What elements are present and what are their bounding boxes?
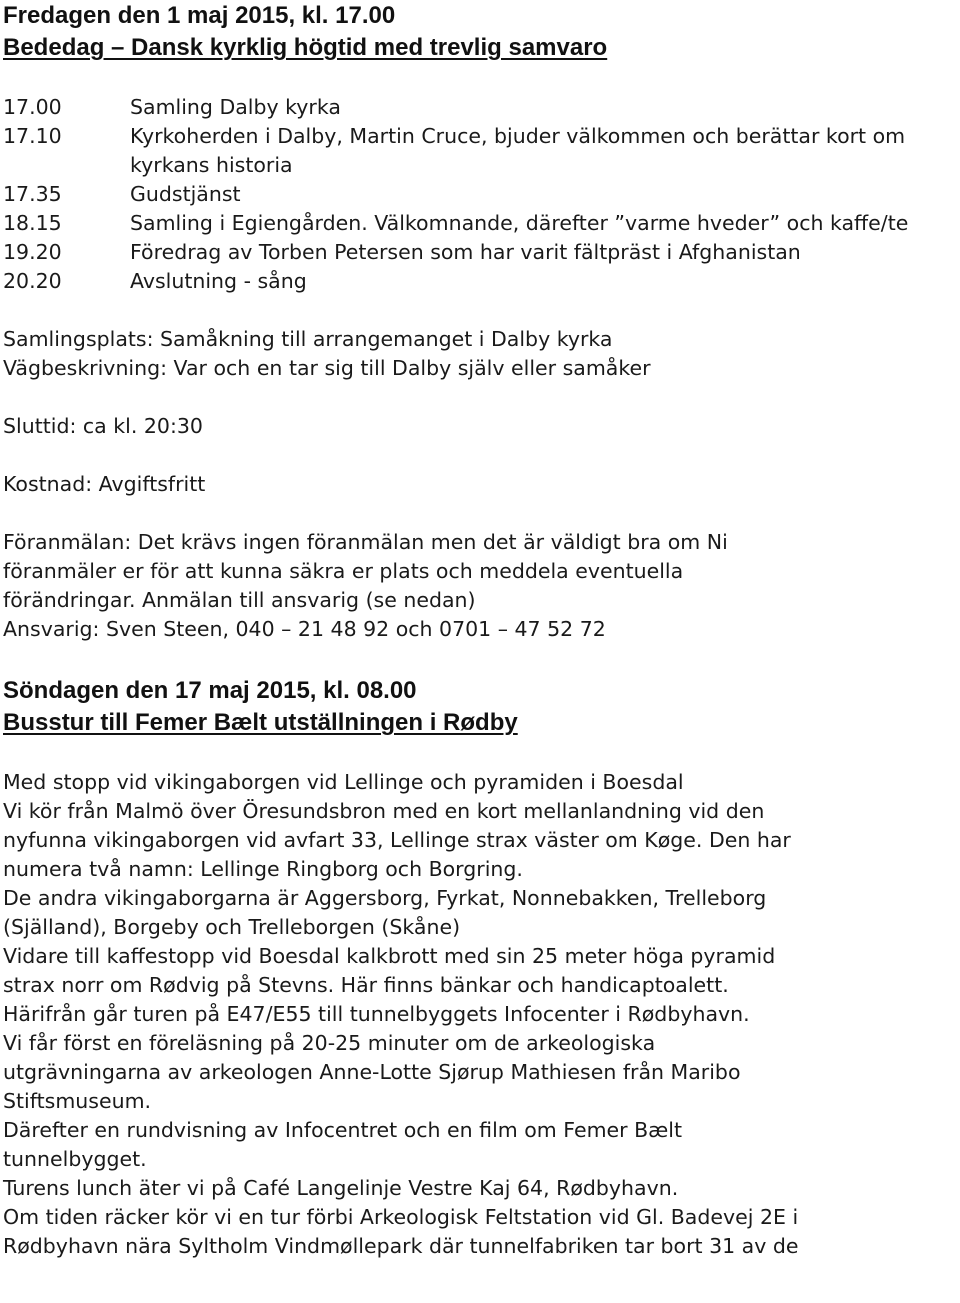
body-line: nyfunna vikingaborgen vid avfart 33, Lellinge strax väster om Køge. Den har	[3, 828, 791, 852]
schedule-row	[3, 238, 958, 267]
kostnad-text: Kostnad: Avgiftsfritt	[3, 472, 206, 496]
schedule-time: 19.20	[3, 240, 62, 264]
foranmalan-line: förändringar. Anmälan till ansvarig (se nedan)	[3, 588, 476, 612]
schedule-time: 17.10	[3, 124, 62, 148]
document-page	[3, 0, 958, 1261]
body-line: tunnelbygget.	[3, 1147, 147, 1171]
event2-body	[3, 768, 958, 1261]
body-line: Stiftsmuseum.	[3, 1089, 152, 1113]
schedule-row	[3, 267, 958, 296]
schedule-desc: Samling i Egiengården. Välkomnande, därefter ”varme hveder” och kaffe/te	[130, 211, 909, 235]
foranmalan-paragraph	[3, 528, 958, 615]
event1-date-heading: Fredagen den 1 maj 2015, kl. 17.00	[3, 2, 396, 29]
body-line: Rødbyhavn nära Syltholm Vindmøllepark där tunnelfabriken tar bort 31 av de	[3, 1234, 799, 1258]
schedule-row	[3, 180, 958, 209]
schedule-row	[3, 93, 958, 122]
event1-schedule	[3, 93, 958, 296]
samlingsplats-text: Samlingsplats: Samåkning till arrangemanget i Dalby kyrka	[3, 327, 613, 351]
sluttid-text: Sluttid: ca kl. 20:30	[3, 414, 203, 438]
schedule-desc: Kyrkoherden i Dalby, Martin Cruce, bjuder välkommen och berättar kort om kyrkans historia	[130, 124, 906, 177]
schedule-desc: Gudstjänst	[130, 182, 241, 206]
schedule-desc: Avslutning - sång	[130, 269, 307, 293]
ansvarig-text: Ansvarig: Sven Steen, 040 – 21 48 92 och 0701 – 47 52 72	[3, 617, 606, 641]
body-line: utgrävningarna av arkeologen Anne-Lotte Sjørup Mathiesen från Maribo	[3, 1060, 741, 1084]
body-line: Vi kör från Malmö över Öresundsbron med en kort mellanlandning vid den	[3, 799, 765, 823]
schedule-time: 17.35	[3, 182, 62, 206]
event1-title-heading: Bededag – Dansk kyrklig högtid med trevlig samvaro	[3, 34, 608, 61]
schedule-row	[3, 209, 958, 238]
body-line: strax norr om Rødvig på Stevns. Här finns bänkar och handicaptoalett.	[3, 973, 729, 997]
body-line: Vidare till kaffestopp vid Boesdal kalkbrott med sin 25 meter höga pyramid	[3, 944, 776, 968]
event2-date-heading: Söndagen den 17 maj 2015, kl. 08.00	[3, 677, 417, 704]
schedule-desc: Föredrag av Torben Petersen som har varit fältpräst i Afghanistan	[130, 240, 801, 264]
body-line: numera två namn: Lellinge Ringborg och Borgring.	[3, 857, 523, 881]
schedule-time: 18.15	[3, 211, 62, 235]
schedule-row	[3, 122, 958, 180]
body-line: (Själland), Borgeby och Trelleborgen (Skåne)	[3, 915, 461, 939]
body-line: Härifrån går turen på E47/E55 till tunnelbyggets Infocenter i Rødbyhavn.	[3, 1002, 750, 1026]
schedule-time: 20.20	[3, 269, 62, 293]
body-line: Om tiden räcker kör vi en tur förbi Arkeologisk Feltstation vid Gl. Badevej 2E i	[3, 1205, 799, 1229]
body-line: Vi får först en föreläsning på 20-25 minuter om de arkeologiska	[3, 1031, 656, 1055]
event2-title-heading: Busstur till Femer Bælt utställningen i Rødby	[3, 709, 518, 736]
body-line: Med stopp vid vikingaborgen vid Lellinge och pyramiden i Boesdal	[3, 770, 684, 794]
schedule-time: 17.00	[3, 95, 62, 119]
schedule-desc: Samling Dalby kyrka	[130, 95, 341, 119]
foranmalan-line: föranmäler er för att kunna säkra er plats och meddela eventuella	[3, 559, 684, 583]
vagbeskrivning-text: Vägbeskrivning: Var och en tar sig till Dalby själv eller samåker	[3, 356, 651, 380]
foranmalan-line: Föranmälan: Det krävs ingen föranmälan men det är väldigt bra om Ni	[3, 530, 728, 554]
body-line: Därefter en rundvisning av Infocentret och en film om Femer Bælt	[3, 1118, 683, 1142]
body-line: Turens lunch äter vi på Café Langelinje Vestre Kaj 64, Rødbyhavn.	[3, 1176, 679, 1200]
body-line: De andra vikingaborgarna är Aggersborg, Fyrkat, Nonnebakken, Trelleborg	[3, 886, 767, 910]
